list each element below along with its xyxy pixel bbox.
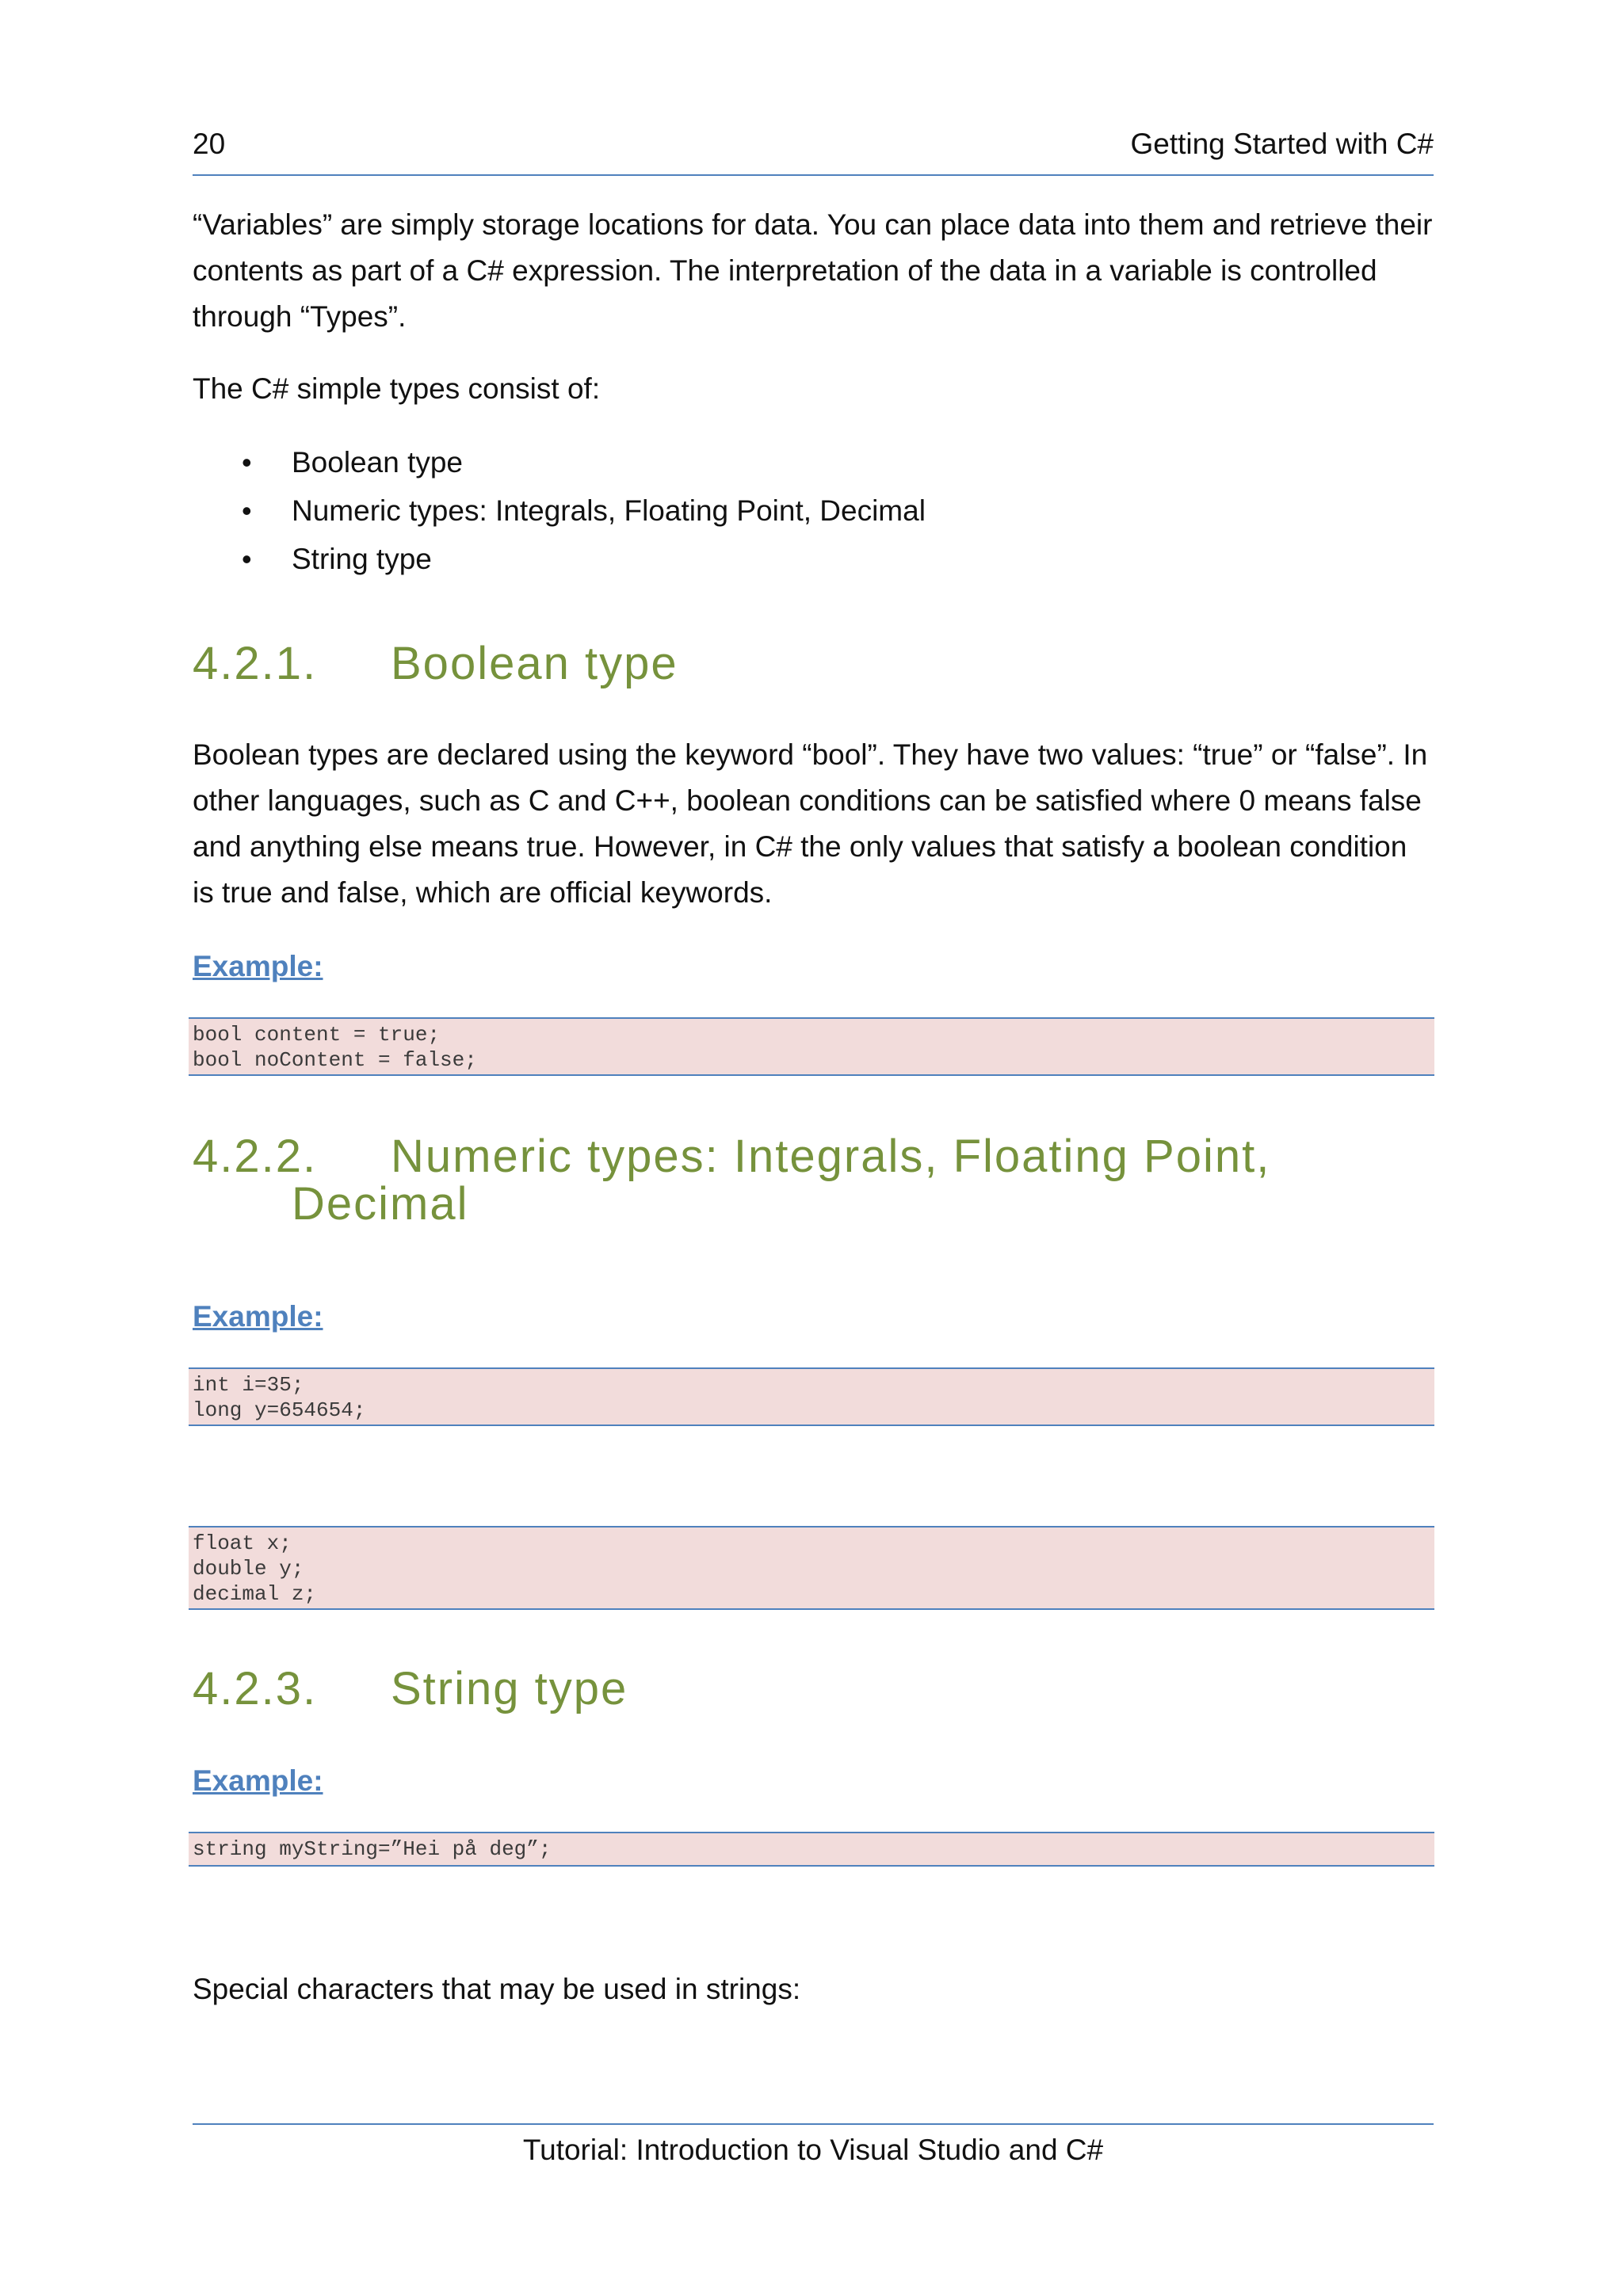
code-line: long y=654654; bbox=[193, 1398, 366, 1422]
code-line: string myString=”Hei på deg”; bbox=[193, 1837, 552, 1861]
bullet-icon: • bbox=[242, 543, 252, 575]
code-line: bool noContent = false; bbox=[193, 1048, 477, 1072]
section-title: Boolean type bbox=[391, 638, 678, 689]
page-footer bbox=[193, 2123, 1434, 2169]
example-label: Example: bbox=[193, 1764, 323, 1797]
section-title: String type bbox=[391, 1663, 628, 1714]
page-header bbox=[193, 125, 1434, 176]
boolean-paragraph: Boolean types are declared using the keyword “bool”. They have two values: “true” or “false”. In other languages, such as C and C++, boolean conditions can be satisfied where 0 means false and anything else means true. However, in C# the only values that satisfy a boolean condition is true and false, which are official keywords. bbox=[193, 738, 1428, 909]
footer-text: Tutorial: Introduction to Visual Studio and C# bbox=[522, 2134, 1104, 2166]
bullet-icon: • bbox=[242, 446, 252, 479]
section-title: Numeric types: Integrals, Floating Point, bbox=[391, 1131, 1271, 1182]
page-number: 20 bbox=[193, 128, 226, 160]
section-number: 4.2.2. bbox=[193, 1131, 318, 1182]
list-item-label: Boolean type bbox=[292, 446, 464, 479]
list-item-label: Numeric types: Integrals, Floating Point, Decimal bbox=[292, 494, 926, 527]
list-item bbox=[193, 444, 1434, 492]
section-number: 4.2.3. bbox=[193, 1663, 318, 1714]
code-line: int i=35; bbox=[193, 1373, 304, 1397]
example-label: Example: bbox=[193, 950, 323, 982]
code-block-integrals bbox=[189, 1367, 1434, 1426]
intro-paragraph: “Variables” are simply storage locations for data. You can place data into them and retrieve their contents as part of a C# expression. The interpretation of the data in a variable is controlled through “Types”. bbox=[193, 208, 1433, 333]
bullet-icon: • bbox=[242, 494, 252, 527]
list-item-label: String type bbox=[292, 543, 432, 575]
code-line: double y; bbox=[193, 1557, 304, 1581]
code-block-boolean bbox=[189, 1017, 1434, 1076]
intro-lead: The C# simple types consist of: bbox=[193, 372, 601, 405]
code-line: decimal z; bbox=[193, 1582, 317, 1606]
code-block-floating bbox=[189, 1526, 1434, 1610]
code-line: bool content = true; bbox=[193, 1023, 441, 1047]
example-label: Example: bbox=[193, 1300, 323, 1333]
list-item bbox=[193, 540, 1434, 589]
running-title: Getting Started with C# bbox=[1130, 128, 1434, 160]
section-title-continued: Decimal bbox=[292, 1178, 469, 1230]
list-item bbox=[193, 492, 1434, 540]
types-list bbox=[193, 444, 1434, 589]
section-number: 4.2.1. bbox=[193, 638, 318, 689]
special-chars-text: Special characters that may be used in strings: bbox=[193, 1973, 801, 2005]
code-line: float x; bbox=[193, 1531, 292, 1555]
code-block-string bbox=[189, 1832, 1434, 1867]
